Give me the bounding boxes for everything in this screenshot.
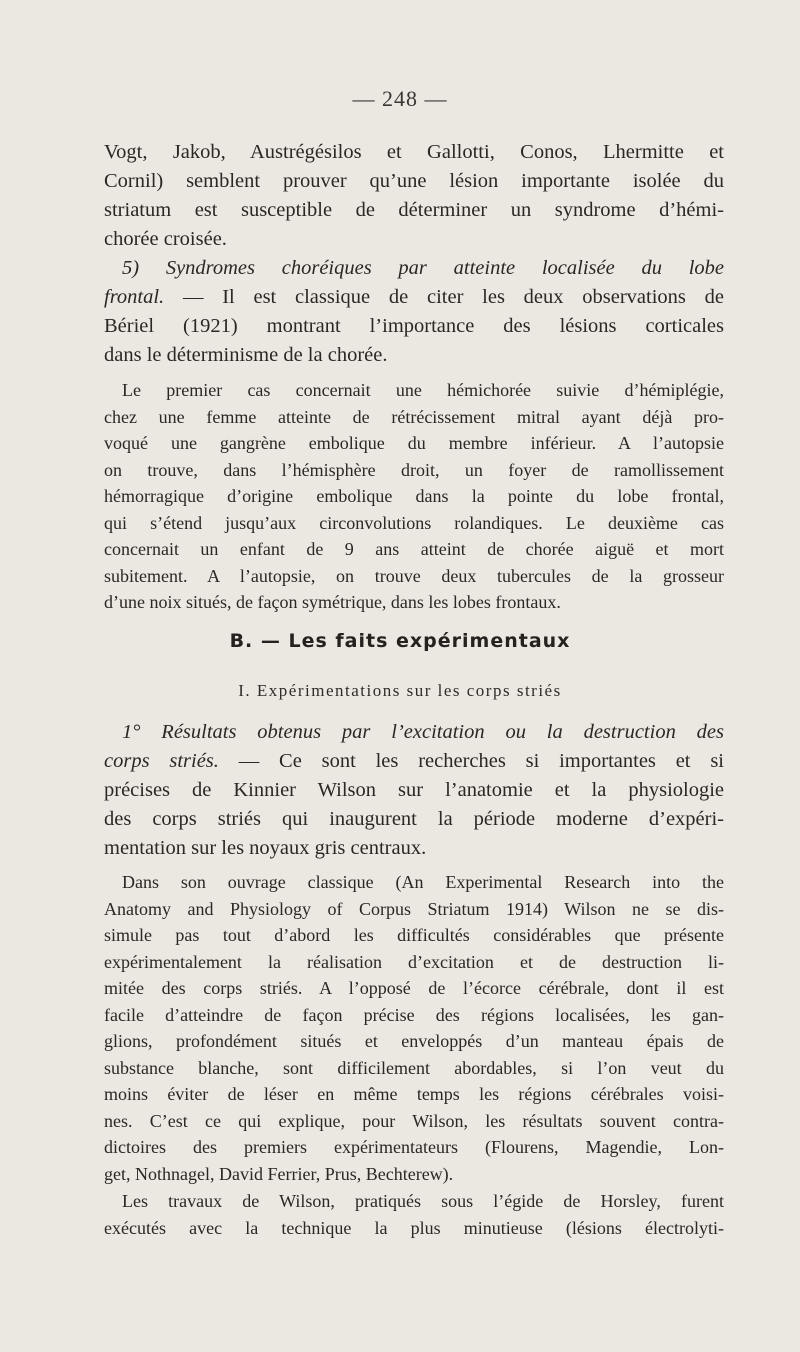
text-line: dans le déterminisme de la chorée. <box>104 344 388 366</box>
text-line: mentation sur les noyaux gris centraux. <box>104 837 427 859</box>
text-line: on trouve, dans l’hémisphère droit, un foyer de ramollissement <box>104 459 724 480</box>
paragraph-case-report <box>104 377 724 616</box>
text-line <box>104 283 724 312</box>
text-run: — Il est classique de citer les deux observations de <box>164 286 724 308</box>
text-line: moins éviter de léser en même temps les régions cérébrales voisi- <box>104 1084 724 1104</box>
subheading-tail: frontal. <box>104 286 165 308</box>
text-line: d’une noix situés, de façon symétrique, dans les lobes frontaux. <box>104 592 561 612</box>
subheading-tail: corps striés. <box>104 750 219 772</box>
text-line: exécutés avec la technique la plus minutieuse (lésions électrolyti- <box>104 1217 724 1238</box>
text-line: mitée des corps striés. A l’opposé de l’écorce cérébrale, dont il est <box>104 978 724 998</box>
subheading-line: 1° Résultats obtenus par l’excitation ou la destruction des <box>122 721 724 743</box>
subheading-line: 5) Syndromes choréiques par atteinte localisée du lobe <box>122 257 724 279</box>
text-line: simule pas tout d’abord les difficultés considérables que présente <box>104 925 724 945</box>
section-heading: B. — Les faits expérimentaux <box>229 630 571 652</box>
text-line: Anatomy and Physiology of Corpus Striatum 1914) Wilson ne se dis- <box>104 898 724 919</box>
text-line: chez une femme atteinte de rétrécissement mitral ayant déjà pro- <box>104 406 724 427</box>
text-line: concernait un enfant de 9 ans atteint de chorée aiguë et mort <box>104 539 724 559</box>
text-line: dictoires des premiers expérimentateurs (Flourens, Magendie, Lon- <box>104 1137 724 1157</box>
text-line: Le premier cas concernait une hémichorée suivie d’hémiplégie, <box>122 380 724 400</box>
text-line: voqué une gangrène embolique du membre inférieur. A l’autopsie <box>104 433 724 453</box>
paragraph-continuation <box>104 138 724 254</box>
text-line: Cornil) semblent prouver qu’une lésion importante isolée du <box>104 170 724 192</box>
paragraph-horsley <box>104 1188 724 1241</box>
text-line: précises de Kinnier Wilson sur l’anatomie et la physiologie <box>104 779 724 801</box>
paragraph-wilson-book <box>104 869 724 1187</box>
text-line: qui s’étend jusqu’aux circonvolutions rolandiques. Le deuxième cas <box>104 512 724 533</box>
text-line: striatum est susceptible de déterminer un syndrome d’hémi- <box>104 199 724 221</box>
text-line: nes. C’est ce qui explique, pour Wilson, les résultats souvent contra- <box>104 1110 724 1131</box>
text-line: glions, profondément situés et enveloppés d’un manteau épais de <box>104 1031 724 1051</box>
text-line: hémorragique d’origine embolique dans la pointe du lobe frontal, <box>104 486 724 506</box>
text-line: Dans son ouvrage classique (An Experimental Research into the <box>122 872 724 892</box>
text-line: get, Nothnagel, David Ferrier, Prus, Bechterew). <box>104 1163 454 1184</box>
text-line: chorée croisée. <box>104 228 227 250</box>
text-line: subitement. A l’autopsie, on trouve deux tubercules de la grosseur <box>104 565 724 586</box>
text-line: expérimentalement la réalisation d’excitation et de destruction li- <box>104 951 724 972</box>
text-line: des corps striés qui inaugurent la période moderne d’expéri- <box>104 808 724 830</box>
paragraph-frontal-lobe <box>104 254 724 370</box>
paragraph-wilson-research <box>104 718 724 863</box>
page-number: — 248 — <box>352 86 448 111</box>
text-line: substance blanche, sont difficilement abordables, si l’on veut du <box>104 1057 724 1078</box>
text-line: Les travaux de Wilson, pratiqués sous l’égide de Horsley, furent <box>122 1191 724 1211</box>
text-line <box>104 747 724 776</box>
text-run: — Ce sont les recherches si importantes et si <box>218 750 724 772</box>
subsection-heading: I. Expérimentations sur les corps striés <box>238 681 562 700</box>
text-line: Bériel (1921) montrant l’importance des lésions corticales <box>104 315 724 337</box>
text-line: facile d’atteindre de façon précise des régions localisées, les gan- <box>104 1004 724 1025</box>
text-line: Vogt, Jakob, Austrégésilos et Gallotti, Conos, Lhermitte et <box>104 141 724 163</box>
